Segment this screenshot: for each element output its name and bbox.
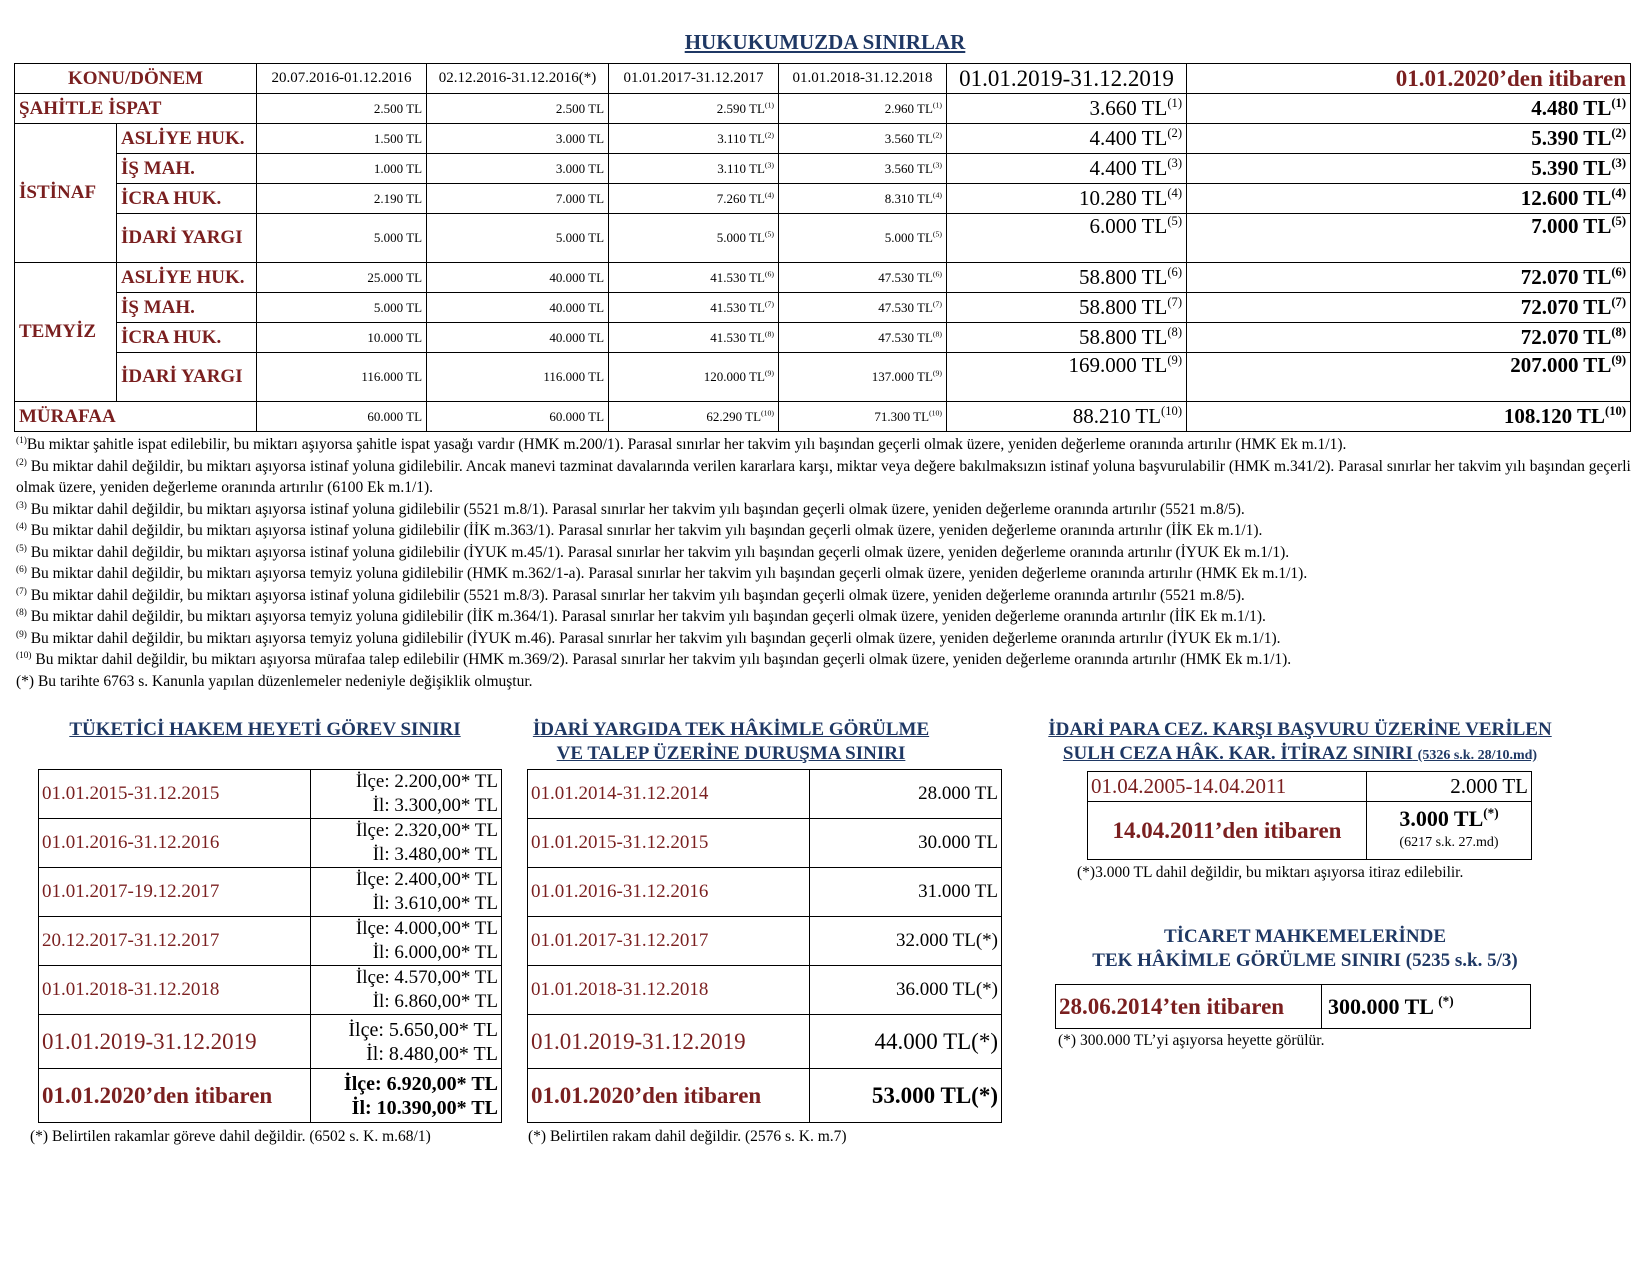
cell-value: 12.600 TL$^{(4)}$ bbox=[1187, 184, 1631, 214]
row-label: MÜRAFAA bbox=[15, 402, 257, 432]
period-cell: 01.01.2016-31.12.2016 bbox=[528, 868, 810, 917]
value-cell: İlçe: 2.400,00* TL İl: 3.610,00* TL bbox=[311, 868, 502, 917]
table-row bbox=[528, 966, 1002, 1015]
row-label: İŞ MAH. bbox=[117, 154, 257, 184]
footnote: (*) Bu tarihte 6763 s. Kanunla yapılan düzenlemeler nedeniyle değişiklik olmuştur. bbox=[16, 672, 533, 690]
cell-value: 2.500 TL bbox=[257, 94, 427, 124]
period-cell: 20.12.2017-31.12.2017 bbox=[39, 917, 311, 966]
para-ceza-table bbox=[1087, 771, 1532, 860]
value-cell: 44.000 TL(*) bbox=[810, 1015, 1002, 1069]
tuketici-title: TÜKETİCİ HAKEM HEYETİ GÖREV SINIRI bbox=[69, 719, 461, 740]
cell-value: 3.000 TL bbox=[427, 154, 609, 184]
cell-value: 62.290 TL$^{(10)}$ bbox=[609, 402, 779, 432]
group-label: İSTİNAF bbox=[15, 124, 117, 263]
row-label: İCRA HUK. bbox=[117, 323, 257, 353]
table-row bbox=[15, 124, 1631, 154]
period-cell: 01.01.2018-31.12.2018 bbox=[528, 966, 810, 1015]
cell-value: 72.070 TL$^{(7)}$ bbox=[1187, 293, 1631, 323]
value-cell: 32.000 TL(*) bbox=[810, 917, 1002, 966]
header-period: 01.01.2018-31.12.2018 bbox=[779, 64, 947, 94]
cell-value: 58.800 TL$^{(8)}$ bbox=[947, 323, 1187, 353]
header-period: 02.12.2016-31.12.2016(*) bbox=[427, 64, 609, 94]
cell-value: 41.530 TL$^{(7)}$ bbox=[609, 293, 779, 323]
cell-value: 3.000 TL bbox=[427, 124, 609, 154]
table-row bbox=[39, 966, 502, 1015]
table-row bbox=[39, 868, 502, 917]
footnote: $^{(1)}$Bu miktar şahitle ispat edilebilir, bu miktarı aşıyorsa şahitle ispat yasağı vardır (HMK m.200/1). Parasal sınırlar her takvim yılı başından geçerli olmak üzere, yeniden değerleme oranında artırılır (HMK Ek m.1/1). bbox=[16, 435, 1347, 453]
idari-footnote: (*) Belirtilen rakam dahil değildir. (2576 s. K. m.7) bbox=[528, 1128, 847, 1145]
footnotes bbox=[16, 434, 1636, 692]
tuketici-table bbox=[38, 769, 502, 1123]
cell-value: 3.560 TL$^{(2)}$ bbox=[779, 124, 947, 154]
period-cell: 01.01.2019-31.12.2019 bbox=[39, 1015, 311, 1069]
footnote: $^{(4)}$ Bu miktar dahil değildir, bu miktarı aşıyorsa istinaf yoluna gidilebilir (İİK m.363/1). Parasal sınırlar her takvim yılı başından geçerli olmak üzere, yeniden değerleme oranında artırılır (İİK Ek m.1/1). bbox=[16, 521, 1263, 539]
table-row bbox=[15, 353, 1631, 402]
table-row bbox=[1088, 772, 1532, 802]
cell-value: 108.120 TL$^{(10)}$ bbox=[1187, 402, 1631, 432]
row-label: İDARİ YARGI bbox=[117, 353, 257, 402]
period-cell: 01.01.2020’den itibaren bbox=[528, 1069, 810, 1123]
cell-value: 120.000 TL$^{(9)}$ bbox=[609, 353, 779, 402]
cell-value: 47.530 TL$^{(7)}$ bbox=[779, 293, 947, 323]
cell-value: 5.000 TL$^{(5)}$ bbox=[779, 214, 947, 263]
cell-value: 88.210 TL$^{(10)}$ bbox=[947, 402, 1187, 432]
table-row bbox=[528, 1069, 1002, 1123]
cell-value: 5.390 TL$^{(3)}$ bbox=[1187, 154, 1631, 184]
value-cell: 53.000 TL(*) bbox=[810, 1069, 1002, 1123]
table-row bbox=[15, 402, 1631, 432]
table-row bbox=[39, 1069, 502, 1123]
cell-value: 5.000 TL bbox=[257, 214, 427, 263]
header-period: 01.01.2017-31.12.2017 bbox=[609, 64, 779, 94]
table-row bbox=[528, 770, 1002, 819]
cell-value: 40.000 TL bbox=[427, 293, 609, 323]
cell-value: 3.660 TL$^{(1)}$ bbox=[947, 94, 1187, 124]
header-row bbox=[15, 64, 1631, 94]
table-row bbox=[1088, 802, 1532, 860]
cell-value: 116.000 TL bbox=[427, 353, 609, 402]
header-konu: KONU/DÖNEM bbox=[15, 64, 257, 94]
cell-value: 3.110 TL$^{(3)}$ bbox=[609, 154, 779, 184]
cell-value: 41.530 TL$^{(8)}$ bbox=[609, 323, 779, 353]
cell-value: 7.000 TL$^{(5)}$ bbox=[1187, 214, 1631, 263]
cell-value: 7.260 TL$^{(4)}$ bbox=[609, 184, 779, 214]
ticaret-table bbox=[1055, 984, 1531, 1029]
page-title: HUKUKUMUZDA SINIRLAR bbox=[684, 30, 966, 54]
cell-value: 2.960 TL$^{(1)}$ bbox=[779, 94, 947, 124]
period-cell: 01.01.2015-31.12.2015 bbox=[39, 770, 311, 819]
value-cell: 30.000 TL bbox=[810, 819, 1002, 868]
table-row bbox=[39, 819, 502, 868]
row-label: ASLİYE HUK. bbox=[117, 263, 257, 293]
value-cell: 31.000 TL bbox=[810, 868, 1002, 917]
cell-value: 2.500 TL bbox=[427, 94, 609, 124]
row-label: İŞ MAH. bbox=[117, 293, 257, 323]
table-row bbox=[528, 819, 1002, 868]
table-row bbox=[15, 323, 1631, 353]
footnote: $^{(6)}$ Bu miktar dahil değildir, bu miktarı aşıyorsa temyiz yoluna gidilebilir (HMK m.362/1-a). Parasal sınırlar her takvim yılı başından geçerli olmak üzere, yeniden değerleme oranında artırılır (HMK Ek m.1/1). bbox=[16, 564, 1308, 582]
para-ceza-title: İDARİ PARA CEZ. KARŞI BAŞVURU ÜZERİNE VERİLEN SULH CEZA HÂK. KAR. İTİRAZ SINIRI (5326 s.k. 28/10.md) bbox=[1048, 719, 1552, 764]
cell-value: 5.390 TL$^{(2)}$ bbox=[1187, 124, 1631, 154]
footnote: $^{(3)}$ Bu miktar dahil değildir, bu miktarı aşıyorsa istinaf yoluna gidilebilir (5521 m.8/1). Parasal sınırlar her takvim yılı başından geçerli olmak üzere, yeniden değerleme oranında artırılır (5521 m.8/5). bbox=[16, 500, 1245, 518]
value-cell: 300.000 TL (*) bbox=[1322, 985, 1531, 1029]
cell-value: 4.400 TL$^{(3)}$ bbox=[947, 154, 1187, 184]
period-cell: 28.06.2014’ten itibaren bbox=[1056, 985, 1322, 1029]
para-ceza-footnote: (*)3.000 TL dahil değildir, bu miktarı aşıyorsa itiraz edilebilir. bbox=[1077, 864, 1464, 881]
value-cell: 2.000 TL bbox=[1367, 772, 1532, 802]
value-cell: İlçe: 6.920,00* TL İl: 10.390,00* TL bbox=[311, 1069, 502, 1123]
cell-value: 5.000 TL$^{(5)}$ bbox=[609, 214, 779, 263]
value-cell: 36.000 TL(*) bbox=[810, 966, 1002, 1015]
table-row bbox=[15, 154, 1631, 184]
cell-value: 47.530 TL$^{(6)}$ bbox=[779, 263, 947, 293]
table-row bbox=[15, 94, 1631, 124]
period-cell: 01.01.2020’den itibaren bbox=[39, 1069, 311, 1123]
cell-value: 116.000 TL bbox=[257, 353, 427, 402]
cell-value: 47.530 TL$^{(8)}$ bbox=[779, 323, 947, 353]
table-row bbox=[528, 868, 1002, 917]
row-label: ŞAHİTLE İSPAT bbox=[15, 94, 257, 124]
footnote: $^{(7)}$ Bu miktar dahil değildir, bu miktarı aşıyorsa istinaf yoluna gidilebilir (5521 m.8/3). Parasal sınırlar her takvim yılı başından geçerli olmak üzere, yeniden değerleme oranında artırılır (5521 m.8/5). bbox=[16, 586, 1245, 604]
header-period: 01.01.2019-31.12.2019 bbox=[947, 64, 1187, 94]
period-cell: 01.01.2017-19.12.2017 bbox=[39, 868, 311, 917]
cell-value: 169.000 TL$^{(9)}$ bbox=[947, 353, 1187, 402]
cell-value: 40.000 TL bbox=[427, 323, 609, 353]
row-label: İCRA HUK. bbox=[117, 184, 257, 214]
idari-table bbox=[527, 769, 1002, 1123]
header-period: 20.07.2016-01.12.2016 bbox=[257, 64, 427, 94]
group-label: TEMYİZ bbox=[15, 263, 117, 402]
value-cell: İlçe: 4.570,00* TL İl: 6.860,00* TL bbox=[311, 966, 502, 1015]
table-row bbox=[39, 917, 502, 966]
value-cell: İlçe: 2.320,00* TL İl: 3.480,00* TL bbox=[311, 819, 502, 868]
row-label: İDARİ YARGI bbox=[117, 214, 257, 263]
table-row bbox=[528, 917, 1002, 966]
cell-value: 60.000 TL bbox=[257, 402, 427, 432]
cell-value: 1.000 TL bbox=[257, 154, 427, 184]
row-label: ASLİYE HUK. bbox=[117, 124, 257, 154]
cell-value: 25.000 TL bbox=[257, 263, 427, 293]
header-period: 01.01.2020’den itibaren bbox=[1187, 64, 1631, 94]
period-cell: 01.01.2015-31.12.2015 bbox=[528, 819, 810, 868]
value-cell: İlçe: 4.000,00* TL İl: 6.000,00* TL bbox=[311, 917, 502, 966]
cell-value: 7.000 TL bbox=[427, 184, 609, 214]
cell-value: 72.070 TL$^{(6)}$ bbox=[1187, 263, 1631, 293]
cell-value: 4.480 TL$^{(1)}$ bbox=[1187, 94, 1631, 124]
cell-value: 207.000 TL$^{(9)}$ bbox=[1187, 353, 1631, 402]
period-cell: 01.01.2018-31.12.2018 bbox=[39, 966, 311, 1015]
cell-value: 4.400 TL$^{(2)}$ bbox=[947, 124, 1187, 154]
table-row bbox=[39, 1015, 502, 1069]
cell-value: 5.000 TL bbox=[257, 293, 427, 323]
cell-value: 58.800 TL$^{(6)}$ bbox=[947, 263, 1187, 293]
cell-value: 2.190 TL bbox=[257, 184, 427, 214]
period-cell: 01.01.2017-31.12.2017 bbox=[528, 917, 810, 966]
cell-value: 72.070 TL$^{(8)}$ bbox=[1187, 323, 1631, 353]
cell-value: 40.000 TL bbox=[427, 263, 609, 293]
period-cell: 01.01.2016-31.12.2016 bbox=[39, 819, 311, 868]
cell-value: 58.800 TL$^{(7)}$ bbox=[947, 293, 1187, 323]
cell-value: 6.000 TL$^{(5)}$ bbox=[947, 214, 1187, 263]
period-cell: 14.04.2011’den itibaren bbox=[1088, 802, 1367, 860]
cell-value: 60.000 TL bbox=[427, 402, 609, 432]
footnote: $^{(10)}$ Bu miktar dahil değildir, bu miktarı aşıyorsa mürafaa talep edilebilir (HMK m.369/2). Parasal sınırlar her takvim yılı başından geçerli olmak üzere, yeniden değerleme oranında artırılır (HMK Ek m.1/1). bbox=[16, 650, 1292, 668]
period-cell: 01.01.2019-31.12.2019 bbox=[528, 1015, 810, 1069]
value-cell: 3.000 TL(*) (6217 s.k. 27.md) bbox=[1367, 802, 1532, 860]
table-row bbox=[15, 214, 1631, 263]
table-row bbox=[15, 293, 1631, 323]
cell-value: 10.280 TL$^{(4)}$ bbox=[947, 184, 1187, 214]
cell-value: 71.300 TL$^{(10)}$ bbox=[779, 402, 947, 432]
table-row bbox=[39, 770, 502, 819]
cell-value: 41.530 TL$^{(6)}$ bbox=[609, 263, 779, 293]
table-row bbox=[528, 1015, 1002, 1069]
cell-value: 8.310 TL$^{(4)}$ bbox=[779, 184, 947, 214]
cell-value: 1.500 TL bbox=[257, 124, 427, 154]
value-cell: İlçe: 2.200,00* TL İl: 3.300,00* TL bbox=[311, 770, 502, 819]
cell-value: 3.110 TL$^{(2)}$ bbox=[609, 124, 779, 154]
cell-value: 2.590 TL$^{(1)}$ bbox=[609, 94, 779, 124]
footnote: $^{(9)}$ Bu miktar dahil değildir, bu miktarı aşıyorsa temyiz yoluna gidilebilir (İYUK m.46). Parasal sınırlar her takvim yılı başından geçerli olmak üzere, yeniden değerleme oranında artırılır (İYUK Ek m.1/1). bbox=[16, 629, 1281, 647]
table-row bbox=[15, 184, 1631, 214]
limits-table bbox=[14, 63, 1631, 432]
cell-value: 10.000 TL bbox=[257, 323, 427, 353]
table-row bbox=[1056, 985, 1531, 1029]
cell-value: 3.560 TL$^{(3)}$ bbox=[779, 154, 947, 184]
footnote: $^{(8)}$ Bu miktar dahil değildir, bu miktarı aşıyorsa temyiz yoluna gidilebilir (İİK m.364/1). Parasal sınırlar her takvim yılı başından geçerli olmak üzere, yeniden değerleme oranında artırılır (İİK Ek m.1/1). bbox=[16, 607, 1266, 625]
value-cell: İlçe: 5.650,00* TL İl: 8.480,00* TL bbox=[311, 1015, 502, 1069]
cell-value: 5.000 TL bbox=[427, 214, 609, 263]
tuketici-footnote: (*) Belirtilen rakamlar göreve dahil değildir. (6502 s. K. m.68/1) bbox=[30, 1128, 431, 1145]
period-cell: 01.04.2005-14.04.2011 bbox=[1088, 772, 1367, 802]
footnote: $^{(2)}$ Bu miktar dahil değildir, bu miktarı aşıyorsa istinaf yoluna gidilebilir. Ancak manevi tazminat davalarında verilen kararlara karşı, miktar veya değere bakılmaksızın istinaf yoluna başvurulabilir (HMK m.341/2). Parasal sınırlar her takvim yılı başından geçerli olmak üzere, yeniden değerleme oranında artırılır (6100 Ek m.1/1). bbox=[16, 457, 1631, 496]
table-row bbox=[15, 263, 1631, 293]
footnote: $^{(5)}$ Bu miktar dahil değildir, bu miktarı aşıyorsa istinaf yoluna gidilebilir (İYUK m.45/1). Parasal sınırlar her takvim yılı başından geçerli olmak üzere, yeniden değerleme oranında artırılır (İYUK Ek m.1/1). bbox=[16, 543, 1290, 561]
value-cell: 28.000 TL bbox=[810, 770, 1002, 819]
period-cell: 01.01.2014-31.12.2014 bbox=[528, 770, 810, 819]
ticaret-title: TİCARET MAHKEMELERİNDE TEK HÂKİMLE GÖRÜLME SINIRI (5235 s.k. 5/3) bbox=[1092, 926, 1518, 971]
idari-title: İDARİ YARGIDA TEK HÂKİMLE GÖRÜLME VE TALEP ÜZERİNE DURUŞMA SINIRI bbox=[532, 719, 930, 764]
cell-value: 137.000 TL$^{(9)}$ bbox=[779, 353, 947, 402]
ticaret-footnote: (*) 300.000 TL’yi aşıyorsa heyette görülür. bbox=[1058, 1032, 1325, 1049]
